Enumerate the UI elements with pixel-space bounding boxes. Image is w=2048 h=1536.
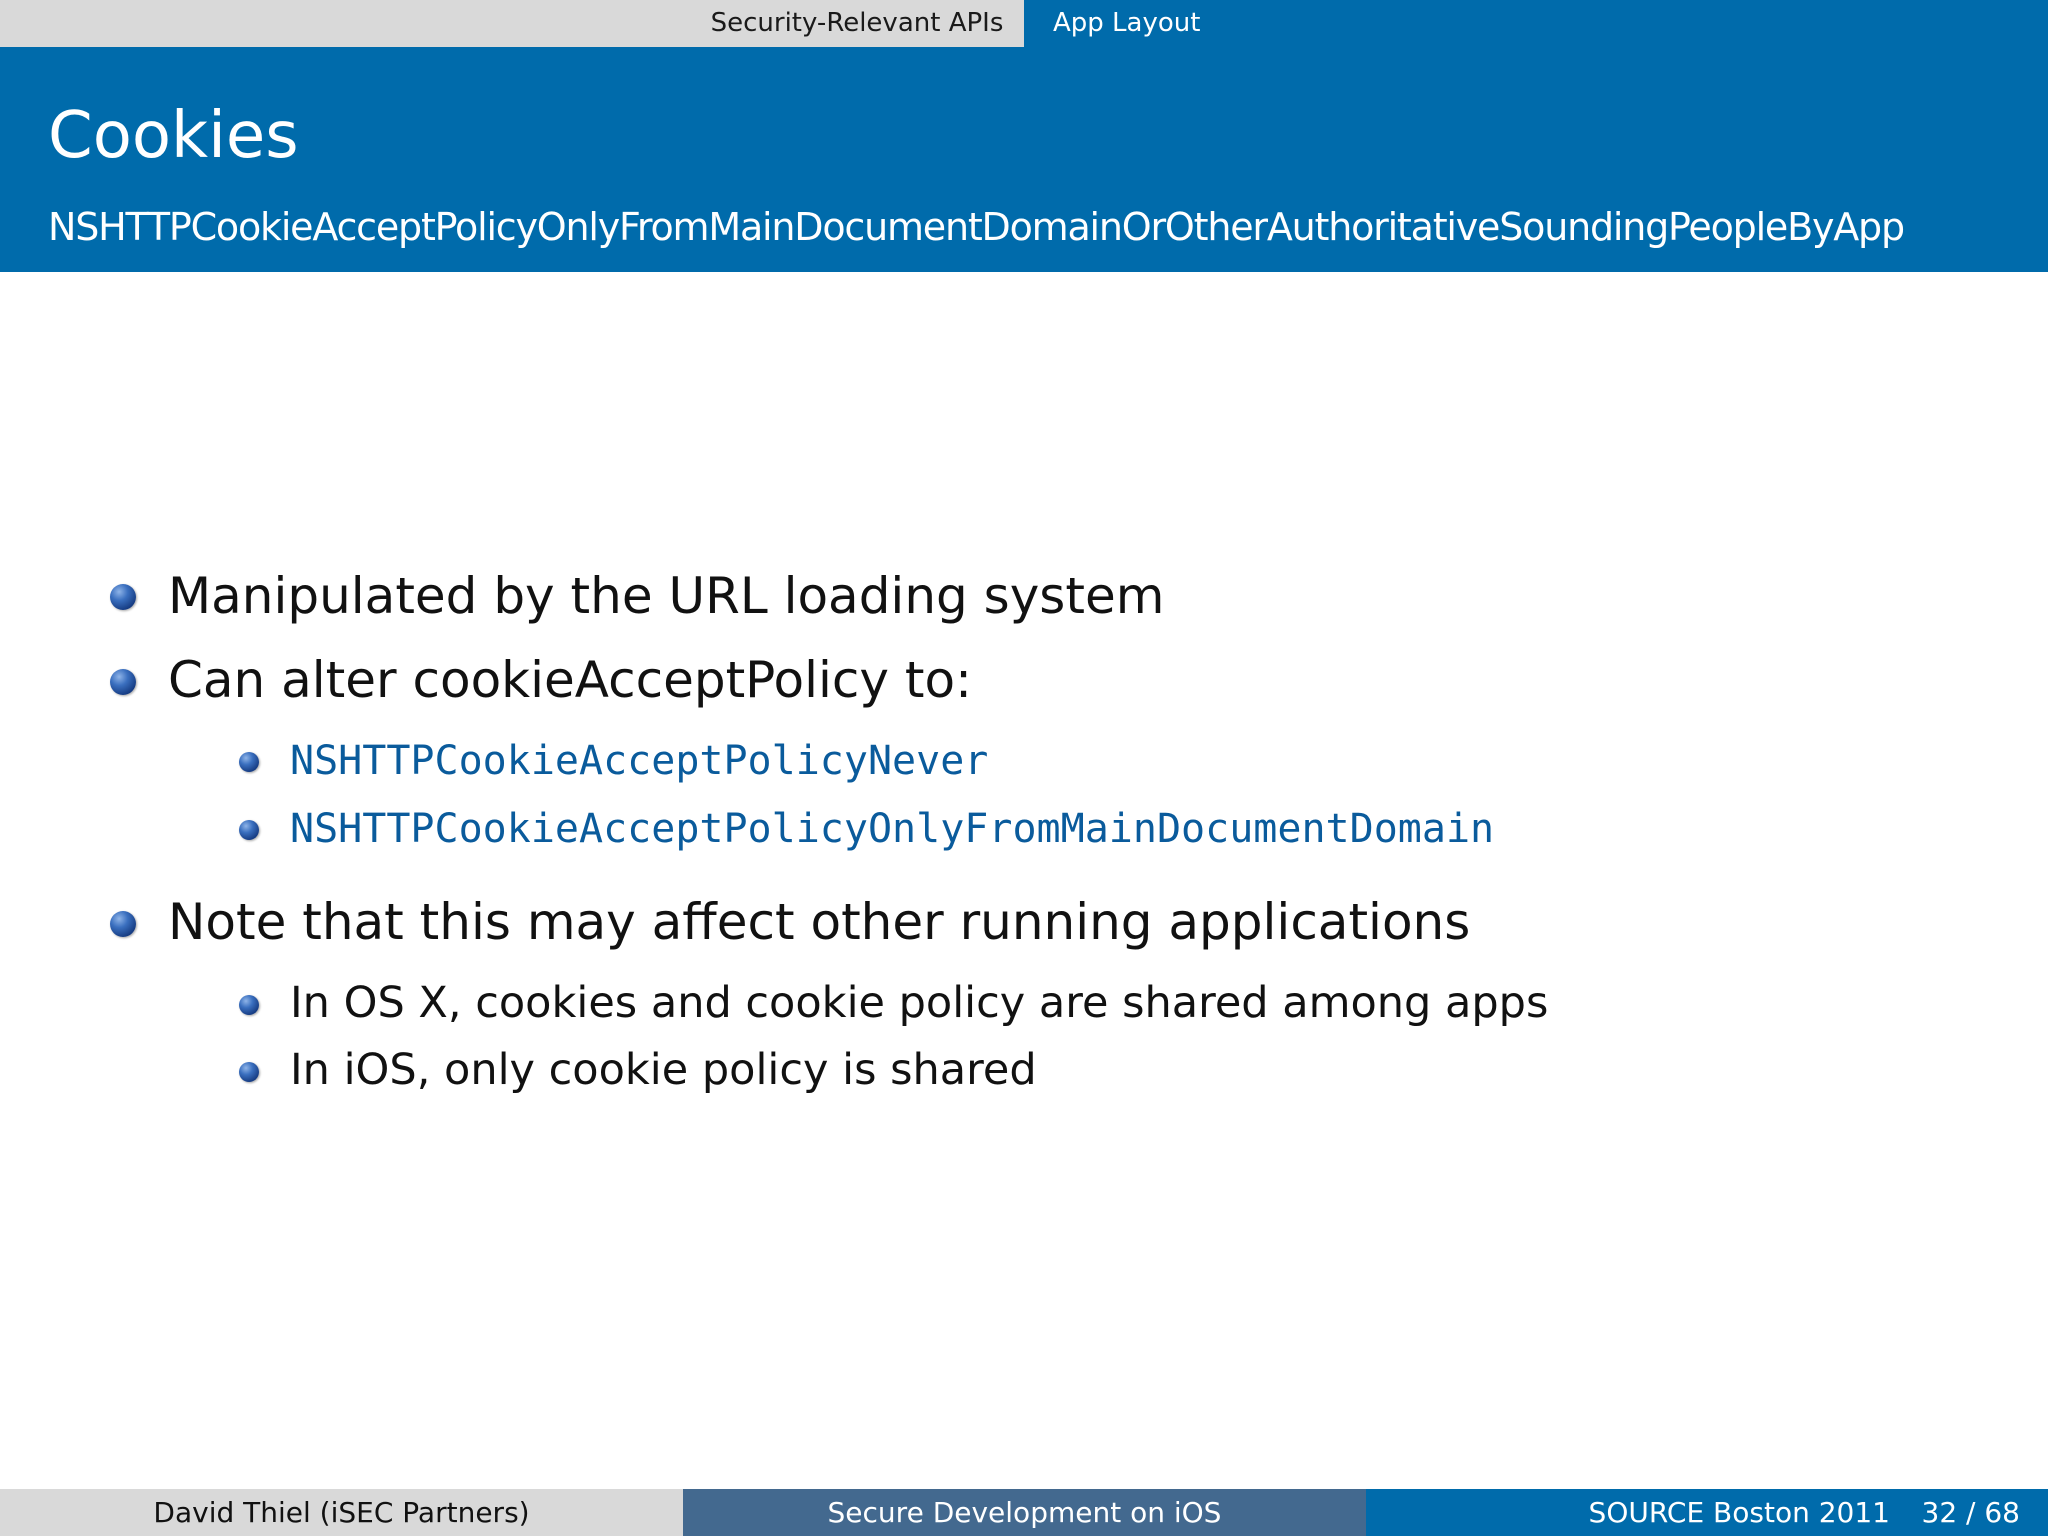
bullet-ball-icon [110,584,136,610]
footer-talk-title: Secure Development on iOS [683,1489,1366,1536]
title-band [0,47,2048,272]
frame-subtitle: NSHTTPCookieAcceptPolicyOnlyFromMainDocumentDomainOrOtherAuthoritativeSoundingPeopleByApp [48,205,1904,249]
footer-event: SOURCE Boston 2011 [1588,1496,1890,1529]
code-constant: NSHTTPCookieAcceptPolicyNever [290,738,989,784]
bullet-ball-icon [110,669,136,695]
nav-tab-security-relevant-apis[interactable]: Security-Relevant APIs [710,8,1004,38]
bullet-item: Note that this may affect other running applications [168,893,1471,951]
code-constant: NSHTTPCookieAcceptPolicyOnlyFromMainDocumentDomain [290,806,1495,852]
bullet-item: Can alter cookieAcceptPolicy to: [168,651,972,709]
section-navigation [0,0,2048,47]
page-number: 32 / 68 [1921,1496,2020,1529]
sub-bullet-ball-icon [239,820,259,840]
footer [0,1489,2048,1536]
sub-bullet-item: In OS X, cookies and cookie policy are shared among apps [290,978,1549,1028]
frame-title: Cookies [48,99,299,173]
sub-bullet-item: In iOS, only cookie policy is shared [290,1045,1037,1095]
bullet-item: Manipulated by the URL loading system [168,567,1165,625]
sub-bullet-ball-icon [239,1062,259,1082]
footer-author: David Thiel (iSEC Partners) [0,1489,683,1536]
bullet-ball-icon [110,911,136,937]
nav-tab-app-layout[interactable]: App Layout [1024,0,2048,47]
footer-right [1366,1489,2048,1536]
sub-bullet-ball-icon [239,995,259,1015]
sub-bullet-ball-icon [239,752,259,772]
